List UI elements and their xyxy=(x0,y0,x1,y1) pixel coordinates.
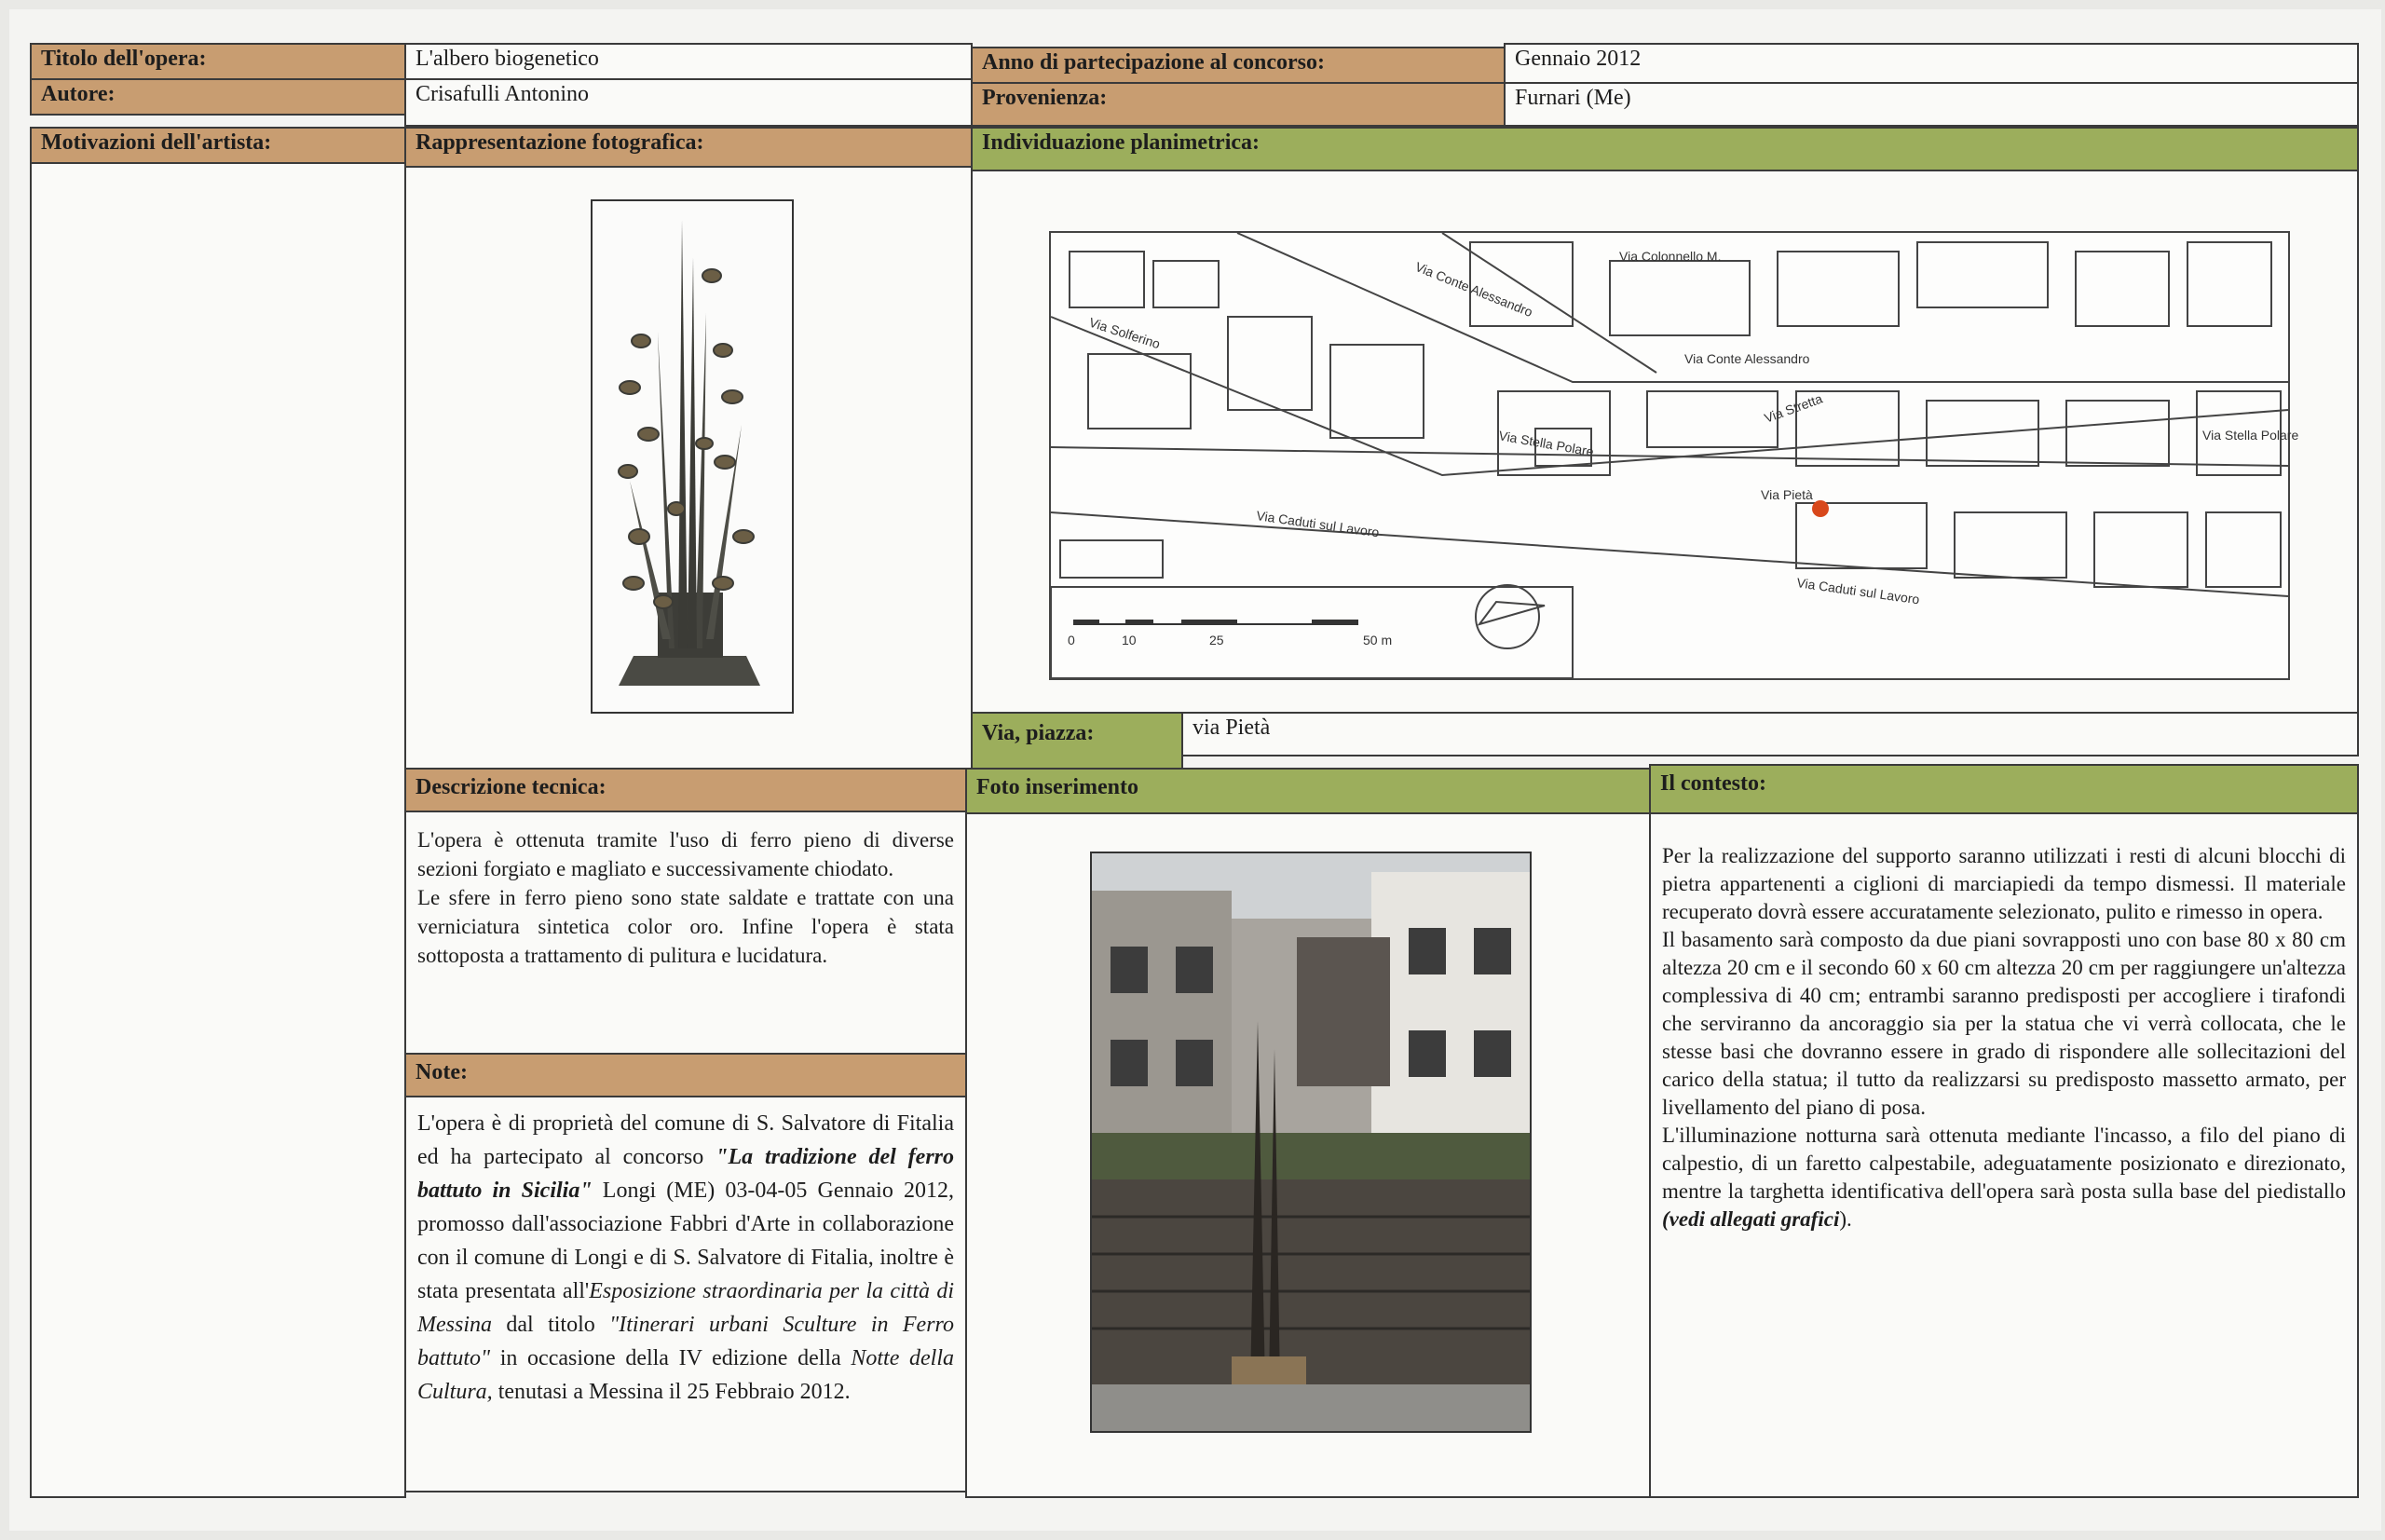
autore-label: Autore: xyxy=(30,78,406,116)
street-label-1: Via Colonnello M. xyxy=(1619,249,1722,264)
contesto-p3a: L'illuminazione notturna sarà ottenuta mediante l'incasso, a filo del piano di calpestio, di un faretto calpestabile, adeguatamente posizionato e direzionato, mentre la targhetta identificativa dell'opera sarà posta sulla base del piedistallo xyxy=(1662,1124,2346,1203)
descrizione-p1: L'opera è ottenuta tramite l'uso di ferro pieno di diverse sezioni forgiato e magliato e successivamente chiodato. xyxy=(417,828,954,880)
rappresentazione-box xyxy=(404,166,973,770)
planimetria-box xyxy=(971,170,2359,714)
note-t1: L'opera è di proprietà del comune di S. Salvatore di Fitalia ed ha partecipato al concorso xyxy=(417,1111,954,1169)
descrizione-p2: Le sfere in ferro pieno sono state saldate e trattate con una verniciatura sintetica color oro. Infine l'opera è stata sottoposta a trattamento di pulitura e lucidatura. xyxy=(417,886,954,967)
sculpture-photo xyxy=(591,199,794,714)
scale-50: 50 m xyxy=(1363,633,1393,647)
descrizione-box xyxy=(404,811,967,1055)
note-t6: "Itinerari urbani Sculture in Ferro battuto" xyxy=(417,1313,954,1370)
rappresentazione-label: Rappresentazione fotografica: xyxy=(404,127,973,168)
via-label: Via, piazza: xyxy=(971,712,1183,770)
note-label: Note: xyxy=(404,1053,967,1097)
contesto-p3b: (vedi allegati grafici xyxy=(1662,1207,1840,1231)
titolo-value: L'albero biogenetico xyxy=(404,43,973,80)
note-t7: in occasione della IV edizione della xyxy=(490,1346,852,1370)
street-label-4: Via Solferino xyxy=(1087,314,1163,352)
scale-25: 25 xyxy=(1209,633,1224,647)
sculpture-drawing xyxy=(593,201,792,712)
street-label-8: Via Pietà xyxy=(1761,487,1813,502)
provenienza-label: Provenienza: xyxy=(971,82,1506,127)
via-value: via Pietà xyxy=(1181,712,2359,756)
location-marker-icon xyxy=(1812,500,1829,517)
foto-label: Foto inserimento xyxy=(965,768,1651,814)
motivazioni-box xyxy=(30,162,406,1498)
titolo-label: Titolo dell'opera: xyxy=(30,43,406,80)
street-map xyxy=(1049,231,2299,680)
note-t3: Longi (ME) 03-04-05 Gennaio 2012, promosso dall'associazione Fabbri d'Arte in collaborazione con il comune di Longi e di S. Salvatore di Fitalia, inoltre è stata presentata all' xyxy=(417,1179,954,1303)
inserimento-photo xyxy=(1090,852,1532,1433)
street-label-5: Via Stella Polare xyxy=(1497,428,1595,459)
note-t2: "La tradizione del ferro battuto in Sicilia" xyxy=(417,1145,954,1203)
contesto-p1: Per la realizzazione del supporto saranno utilizzati i resti di alcuni blocchi di pietra appartenenti a ciglioni di marciapiedi da tempo dismessi. Il materiale recuperato dovrà essere accuratamente selezionato, pulito e rimesso in opera. xyxy=(1662,844,2346,923)
inserimento-drawing xyxy=(1092,853,1530,1431)
descrizione-label: Descrizione tecnica: xyxy=(404,768,967,812)
individuazione-label: Individuazione planimetrica: xyxy=(971,127,2359,171)
note-t9: tenutasi a Messina il 25 Febbraio 2012. xyxy=(492,1380,851,1404)
note-t8: Notte della Cultura, xyxy=(417,1346,955,1404)
contesto-p2: Il basamento sarà composto da due piani sovrapposti uno con base 80 x 80 cm altezza 20 cm e il secondo 60 x 60 cm altezza 20 cm per raggiungere un'altezza complessiva di 40 cm; entrambi saranno predisposti per accogliere i tirafondi che serviranno da ancoraggio sia per la statua che vi verrà collocata, che le stesse basi che dovranno essere in grado di rispondere alle sollecitazioni del carico della statua; il tutto da realizzarsi su predisposto massetto armato, per livellamento del piano di posa. xyxy=(1662,928,2346,1119)
note-box xyxy=(404,1096,967,1492)
note-t5: dal titolo xyxy=(492,1313,610,1337)
scheda-opera xyxy=(9,9,2381,1531)
map-drawing xyxy=(1051,233,2299,678)
provenienza-value: Furnari (Me) xyxy=(1504,82,2359,127)
street-label-2: Via Conte Alessandro xyxy=(1412,258,1535,320)
street-label-3: Via Conte Alessandro xyxy=(1684,351,1810,366)
note-t4: Esposizione straordinaria per la città di Messina xyxy=(417,1279,954,1337)
street-label-7: Via Stella Polare xyxy=(2202,428,2299,443)
anno-label: Anno di partecipazione al concorso: xyxy=(971,47,1506,84)
scale-0: 0 xyxy=(1068,633,1075,647)
contesto-box xyxy=(1649,812,2359,1498)
anno-value: Gennaio 2012 xyxy=(1504,43,2359,84)
street-label-6: Via Stretta xyxy=(1762,390,1825,426)
contesto-label: Il contesto: xyxy=(1649,764,2359,814)
autore-value: Crisafulli Antonino xyxy=(404,78,973,127)
street-label-9: Via Caduti sul Lavoro xyxy=(1255,508,1381,540)
motivazioni-label: Motivazioni dell'artista: xyxy=(30,127,406,164)
foto-inserimento-box xyxy=(965,812,1651,1498)
contesto-p3c: ). xyxy=(1839,1207,1852,1231)
street-label-10: Via Caduti sul Lavoro xyxy=(1795,575,1921,607)
scale-10: 10 xyxy=(1122,633,1137,647)
